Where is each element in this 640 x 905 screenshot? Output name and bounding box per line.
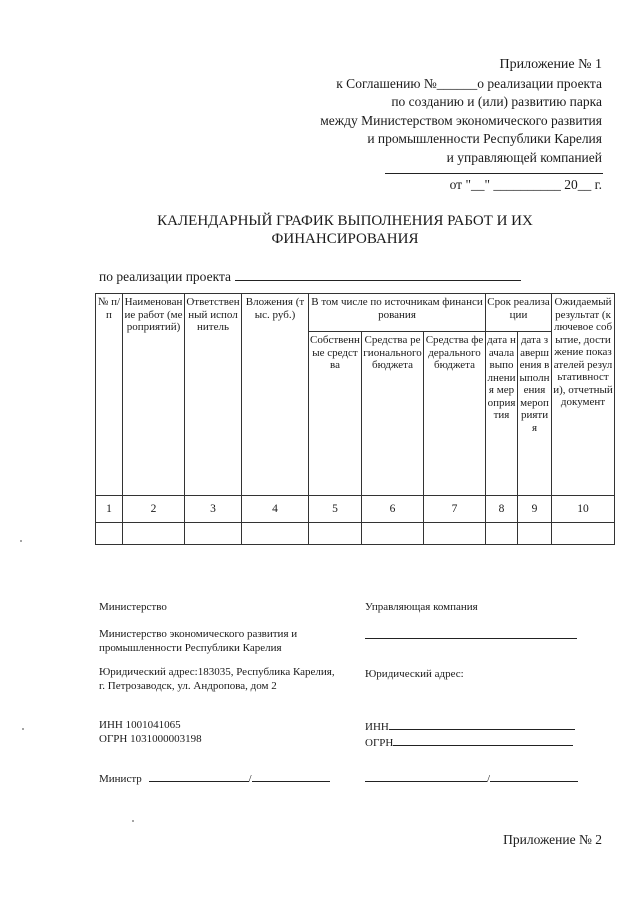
header-line: и промышленности Республики Карелия xyxy=(367,131,602,146)
header-num: № п/п xyxy=(96,294,123,496)
title-line: ФИНАНСИРОВАНИЯ xyxy=(271,231,419,247)
company-signature: / xyxy=(365,770,578,786)
header-line: по созданию и (или) развитию парка xyxy=(391,94,602,109)
company-signature-blank[interactable] xyxy=(365,770,487,782)
header-federal-budget: Средства федерального бюджета xyxy=(424,332,486,496)
ministry-label: Министерство xyxy=(99,601,167,613)
table-cell[interactable] xyxy=(96,523,123,545)
company-name-signature-blank[interactable] xyxy=(490,770,578,782)
column-number: 2 xyxy=(123,496,185,523)
header-own-funds: Собственные средства xyxy=(309,332,362,496)
company-inn-blank[interactable] xyxy=(389,718,575,730)
column-number: 4 xyxy=(242,496,309,523)
table-cell[interactable] xyxy=(123,523,185,545)
column-number: 3 xyxy=(185,496,242,523)
column-number: 6 xyxy=(362,496,424,523)
scan-speck xyxy=(132,820,134,822)
column-number: 10 xyxy=(552,496,615,523)
title-line: КАЛЕНДАРНЫЙ ГРАФИК ВЫПОЛНЕНИЯ РАБОТ И ИХ xyxy=(157,213,533,229)
project-line xyxy=(99,268,521,285)
header-sources: В том числе по источникам финансирования xyxy=(309,294,486,332)
header-block xyxy=(320,56,602,167)
header-line: к Соглашению №______о реализации проекта xyxy=(336,75,602,91)
header-investment: Вложения (тыс. руб.) xyxy=(242,294,309,496)
company-address: Юридический адрес: xyxy=(365,668,464,680)
column-number: 9 xyxy=(518,496,552,523)
table-cell[interactable] xyxy=(242,523,309,545)
table-cell[interactable] xyxy=(486,523,518,545)
company-ogrn-label: ОГРН xyxy=(365,737,394,749)
scan-speck xyxy=(22,728,24,730)
schedule-table xyxy=(95,293,615,545)
header-line: и управляющей компанией xyxy=(446,149,602,165)
header-term: Срок реализации xyxy=(486,294,552,332)
table-cell[interactable] xyxy=(309,523,362,545)
header-start-date: дата начала выполнения мероприятия xyxy=(486,332,518,496)
header-signature-line xyxy=(385,173,603,174)
ministry-inn: ИНН 1001041065 xyxy=(99,719,181,731)
column-number: 7 xyxy=(424,496,486,523)
table-cell[interactable] xyxy=(552,523,615,545)
header-line: Приложение № 1 xyxy=(499,57,602,72)
company-inn-label: ИНН xyxy=(365,721,389,733)
header-line: между Министерством экономического развития xyxy=(320,112,602,128)
project-name-blank[interactable] xyxy=(235,268,521,281)
header-work-name: Наименование работ (мероприятий) xyxy=(123,294,185,496)
table-cell[interactable] xyxy=(424,523,486,545)
company-ids xyxy=(365,718,575,750)
minister-signature-blank[interactable] xyxy=(149,770,249,782)
header-responsible: Ответственный исполнитель xyxy=(185,294,242,496)
table-cell[interactable] xyxy=(362,523,424,545)
table-cell[interactable] xyxy=(185,523,242,545)
project-label: по реализации проекта xyxy=(99,269,232,284)
minister-label: Министр xyxy=(99,773,142,785)
header-date-line: от "__" __________ 20__ г. xyxy=(449,177,602,192)
ministry-ogrn: ОГРН 1031000003198 xyxy=(99,733,202,745)
scan-speck xyxy=(20,540,22,542)
ministry-name: Министерство экономического развития и промышленности Республики Карелия xyxy=(99,628,298,654)
company-label: Управляющая компания xyxy=(365,601,478,613)
minister-signature: Министр / xyxy=(99,770,330,786)
ministry-address: Юридический адрес:183035, Республика Карелия, г. Петрозаводск, ул. Андропова, дом 2 xyxy=(99,666,335,692)
header-end-date: дата завершения выполнения мероприятия xyxy=(518,332,552,496)
company-name-blank[interactable] xyxy=(365,638,577,639)
table-cell[interactable] xyxy=(518,523,552,545)
header-expected-result: Ожидаемый результат (ключевое событие, достижение показателей результативности), отчетный документ xyxy=(552,294,615,496)
document-title xyxy=(100,212,590,248)
company-ogrn-blank[interactable] xyxy=(393,734,573,746)
column-number: 5 xyxy=(309,496,362,523)
column-number: 8 xyxy=(486,496,518,523)
minister-name-blank[interactable] xyxy=(252,770,330,782)
column-number: 1 xyxy=(96,496,123,523)
header-regional-budget: Средства регионального бюджета xyxy=(362,332,424,496)
appendix-2-heading: Приложение № 2 xyxy=(503,832,602,847)
ministry-ids xyxy=(99,718,202,746)
